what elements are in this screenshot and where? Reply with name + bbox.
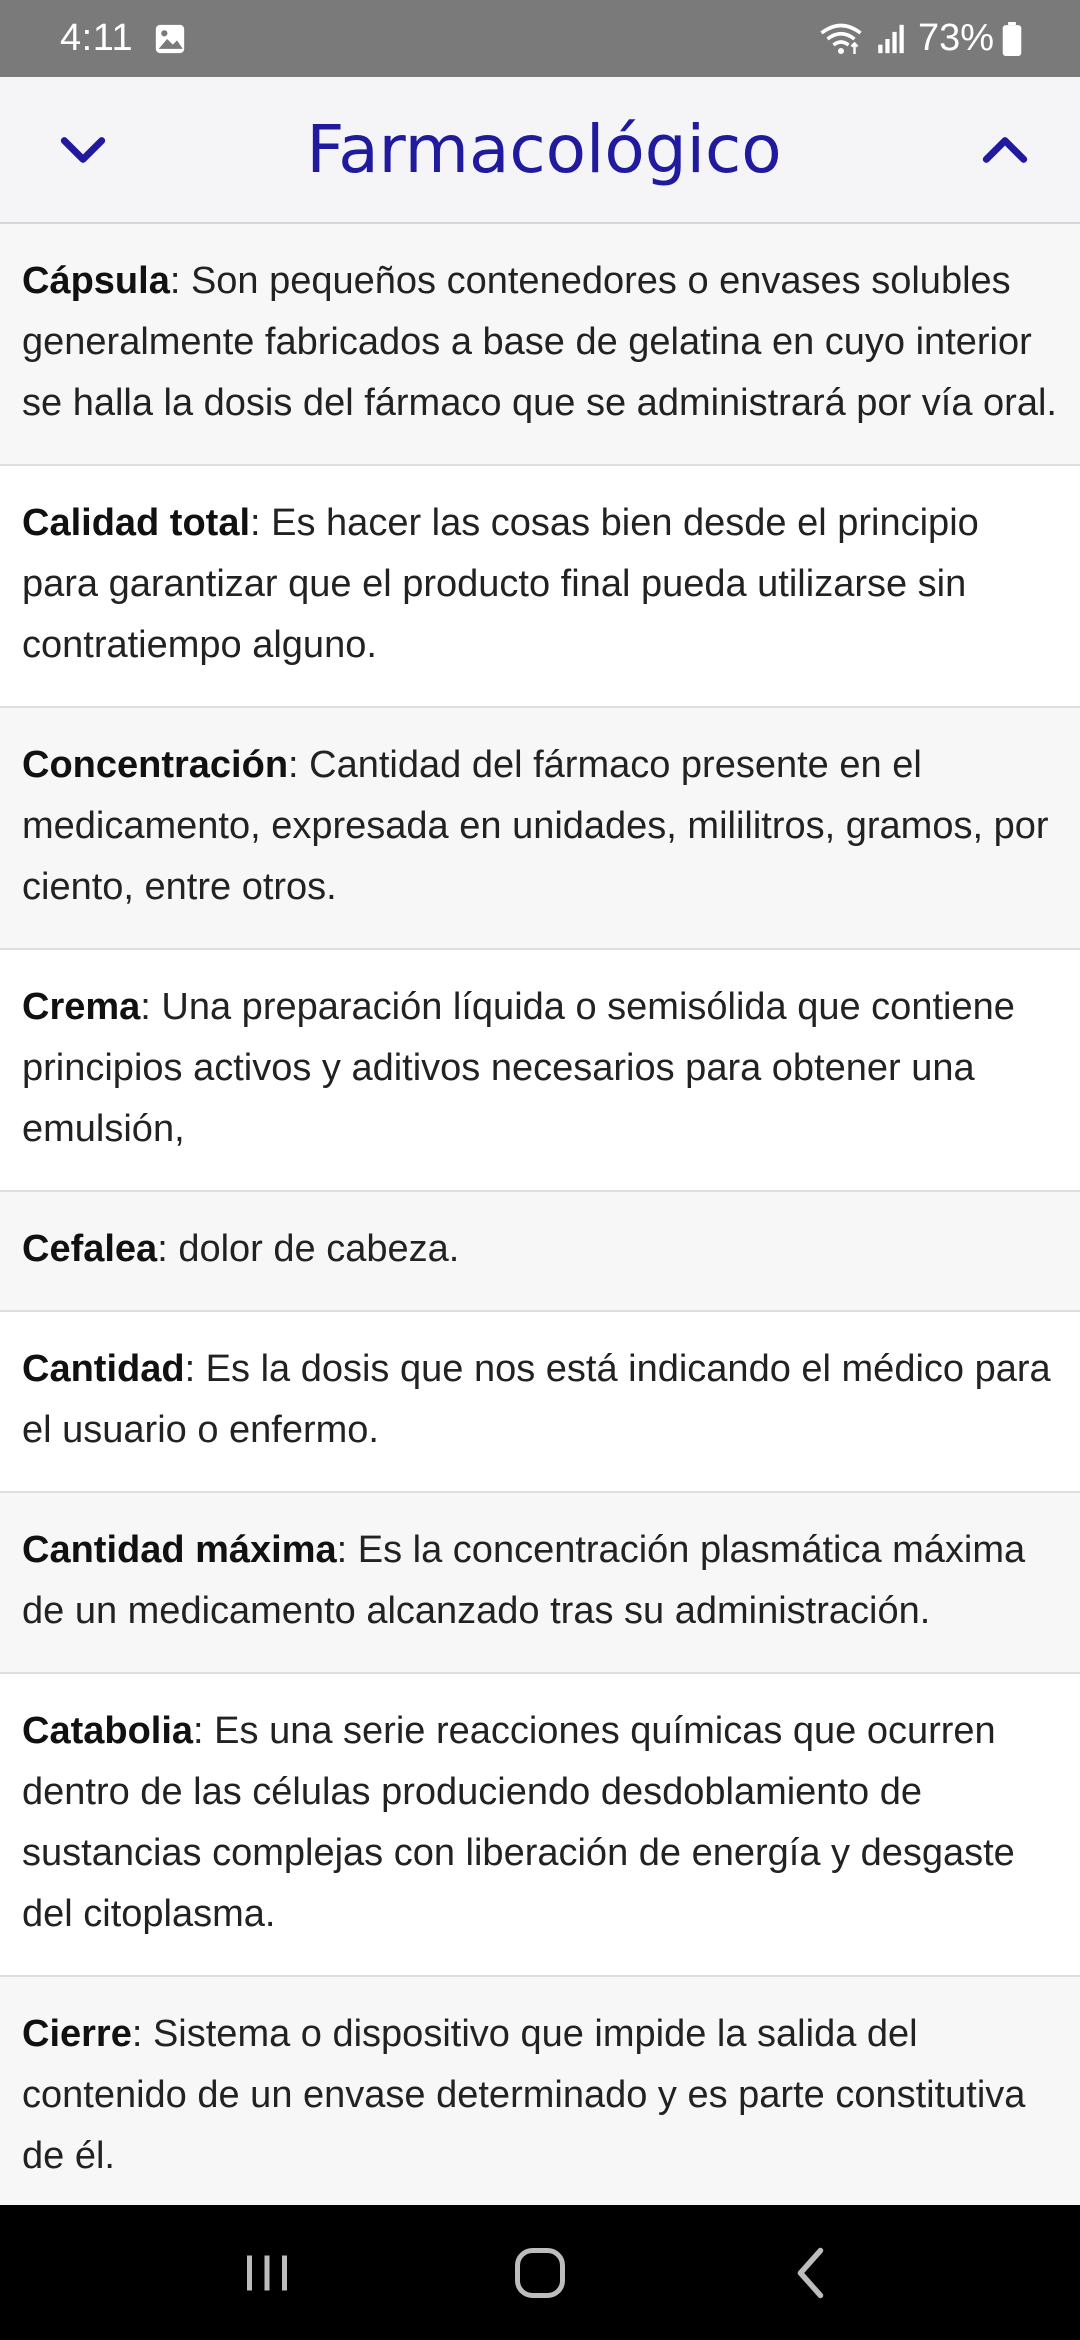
entry-term: Crema (22, 986, 141, 1028)
entry-definition: : Es hacer las cosas bien desde el principio para garantizar que el producto final pueda utilizarse sin contratiempo alguno. (22, 502, 979, 666)
entry-term: Cantidad (22, 1348, 185, 1390)
status-left (60, 17, 187, 60)
entry-term: Cierre (22, 2013, 132, 2055)
entry-term: Cefalea (22, 1228, 158, 1270)
chevron-down-icon (55, 122, 111, 178)
entry-definition: : Una preparación líquida o semisólida que contiene principios activos y aditivos necesarios para obtener una emulsión, (22, 986, 1015, 1150)
header (0, 77, 1080, 224)
battery-icon (1002, 22, 1022, 56)
expand-button[interactable] (970, 115, 1040, 185)
glossary-entry (0, 1674, 1080, 1977)
status-right (818, 17, 1022, 60)
chevron-up-icon (977, 122, 1033, 178)
back-icon (783, 2243, 843, 2303)
wifi-icon (818, 21, 864, 57)
signal-icon (874, 22, 908, 56)
home-button[interactable] (495, 2228, 585, 2318)
entry-term: Cápsula (22, 260, 170, 302)
status-time: 4:11 (60, 17, 134, 59)
entry-definition: : Es una serie reacciones químicas que ocurren dentro de las células produciendo desdoblamiento de sustancias complejas con liberación de energía y desgaste del citoplasma. (22, 1710, 1015, 1935)
glossary-entry (0, 1977, 1080, 2205)
entry-definition: : Son pequeños contenedores o envases solubles generalmente fabricados a base de gelatina en cuyo interior se halla la dosis del fármaco que se administrará por vía oral. (22, 260, 1057, 424)
glossary-entry (0, 1312, 1080, 1493)
entry-definition: : Es la concentración plasmática máxima de un medicamento alcanzado tras su administración. (22, 1529, 1026, 1632)
entry-term: Calidad total (22, 502, 251, 544)
recent-apps-button[interactable] (222, 2228, 312, 2318)
gallery-icon (153, 22, 187, 56)
entry-term: Cantidad máxima (22, 1529, 337, 1571)
entry-definition: : Es la dosis que nos está indicando el médico para el usuario o enfermo. (22, 1348, 1051, 1451)
status-bar (0, 0, 1080, 77)
entry-term: Catabolia (22, 1710, 194, 1752)
glossary-entry (0, 950, 1080, 1192)
back-button[interactable] (768, 2228, 858, 2318)
battery-percentage: 73% (917, 17, 994, 59)
home-icon (510, 2243, 570, 2303)
glossary-entry (0, 1493, 1080, 1674)
glossary-list[interactable] (0, 224, 1080, 2205)
entry-definition: : dolor de cabeza. (157, 1228, 460, 1270)
glossary-entry (0, 708, 1080, 950)
navigation-bar (0, 2205, 1080, 2340)
page-title: Farmacológico (306, 111, 782, 188)
entry-definition: : Cantidad del fármaco presente en el medicamento, expresada en unidades, mililitros, gramos, por ciento, entre otros. (22, 744, 1049, 908)
glossary-entry (0, 466, 1080, 708)
glossary-entry (0, 224, 1080, 466)
entry-definition: : Sistema o dispositivo que impide la salida del contenido de un envase determinado y es parte constitutiva de él. (22, 2013, 1026, 2177)
entry-term: Concentración (22, 744, 289, 786)
glossary-entry (0, 1192, 1080, 1312)
collapse-button[interactable] (48, 115, 118, 185)
recent-apps-icon (237, 2243, 297, 2303)
